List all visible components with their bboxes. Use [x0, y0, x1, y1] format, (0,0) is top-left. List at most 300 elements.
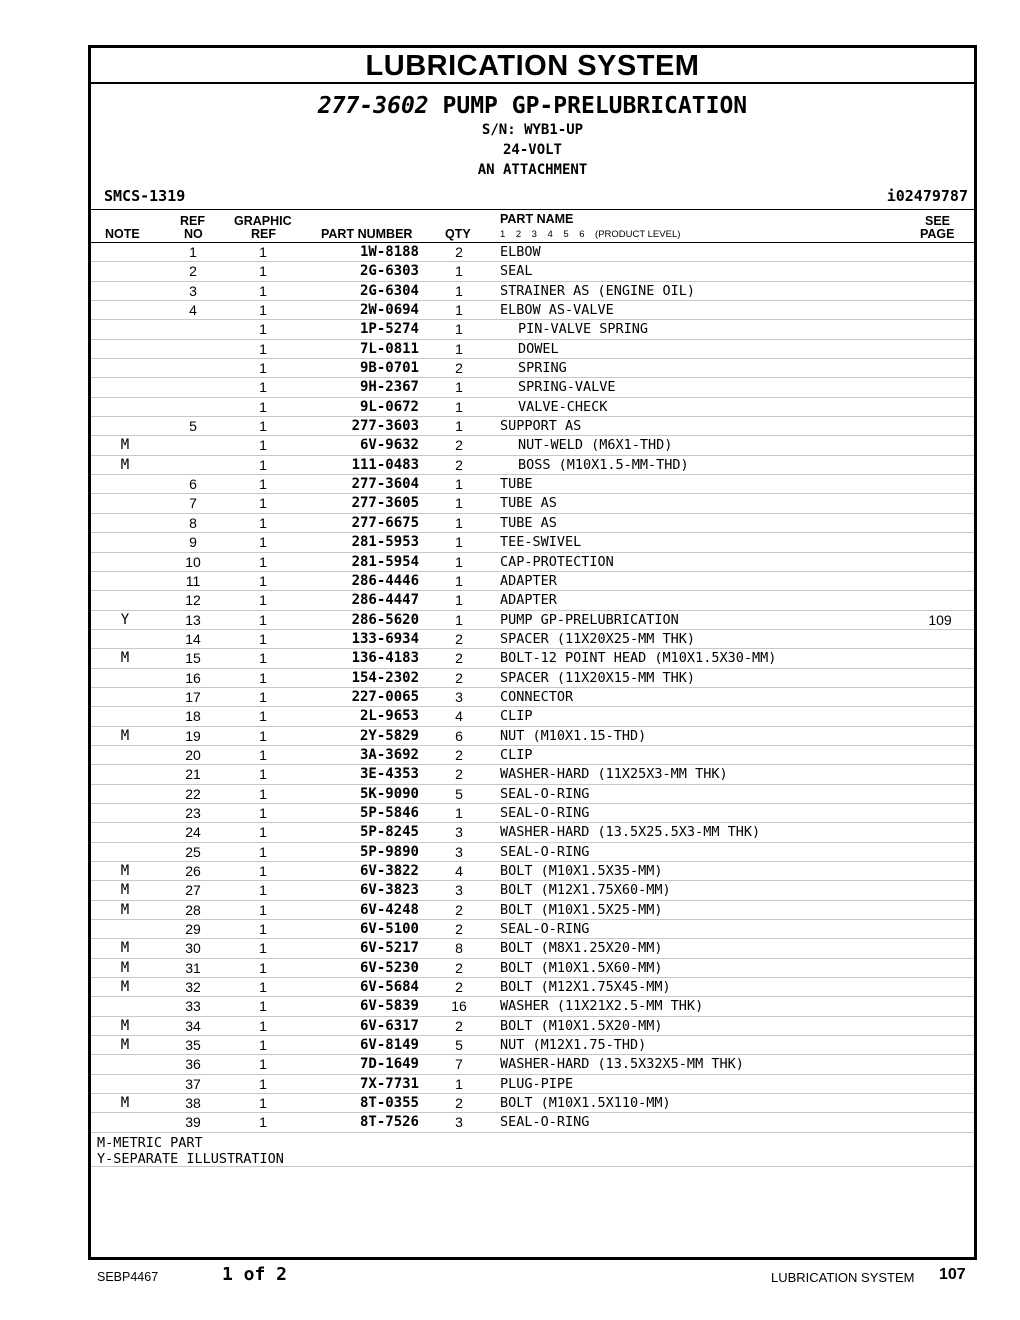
graphic-ref-cell: 1: [259, 630, 267, 647]
graphic-ref-cell: 1: [259, 282, 267, 299]
table-row: [91, 243, 974, 262]
note-cell: M: [120, 882, 130, 899]
graphic-ref-cell: 1: [259, 263, 267, 280]
note-cell: M: [120, 901, 130, 918]
table-row: [91, 301, 974, 320]
part-number-cell: 154-2302: [351, 669, 419, 686]
part-number-cell: 6V-5684: [359, 979, 419, 996]
part-name-cell: BOLT (M10X1.5X25-MM): [500, 901, 663, 918]
ref-number-cell: 25: [185, 843, 201, 860]
group-name: PUMP GP-PRELUBRICATION: [442, 93, 748, 119]
part-name-cell: PIN-VALVE SPRING: [518, 321, 649, 338]
part-number-cell: 7L-0811: [359, 340, 419, 357]
ref-number-cell: 38: [185, 1095, 201, 1112]
header-qty: QTY: [445, 227, 471, 241]
ref-number-cell: 11: [185, 572, 201, 589]
page-footer: [0, 1263, 1020, 1293]
part-name-cell: ADAPTER: [500, 572, 557, 589]
quantity-cell: 2: [455, 1095, 463, 1112]
part-number-cell: 6V-9632: [359, 437, 419, 454]
section-title: LUBRICATION SYSTEM: [91, 48, 974, 84]
part-name-cell: BOLT-12 POINT HEAD (M10X1.5X30-MM): [500, 650, 777, 667]
ref-number-cell: 39: [185, 1114, 201, 1131]
part-name-cell: TUBE AS: [500, 495, 557, 512]
header-ref-top: REF: [180, 214, 205, 228]
table-row: [91, 398, 974, 417]
part-number-cell: 3A-3692: [359, 746, 419, 763]
header-graphic-top: GRAPHIC: [234, 214, 292, 228]
graphic-ref-cell: 1: [259, 998, 267, 1015]
graphic-ref-cell: 1: [259, 650, 267, 667]
graphic-ref-cell: 1: [259, 437, 267, 454]
note-cell: M: [120, 940, 130, 957]
quantity-cell: 2: [455, 244, 463, 260]
quantity-cell: 2: [455, 630, 463, 647]
part-name-cell: BOLT (M8X1.25X20-MM): [500, 940, 663, 957]
ref-number-cell: 34: [185, 1017, 201, 1034]
graphic-ref-cell: 1: [259, 1075, 267, 1092]
table-row: [91, 1036, 974, 1055]
quantity-cell: 1: [455, 282, 463, 299]
note-cell: M: [120, 1037, 130, 1054]
quantity-cell: 1: [455, 476, 463, 493]
quantity-cell: 2: [455, 979, 463, 996]
quantity-cell: 7: [455, 1056, 463, 1073]
part-number-cell: 227-0065: [351, 688, 419, 705]
footer-page-number: 107: [939, 1266, 966, 1283]
note-cell: M: [120, 979, 130, 996]
table-row: [91, 456, 974, 475]
quantity-cell: 2: [455, 437, 463, 454]
part-name-cell: SPACER (11X20X15-MM THK): [500, 669, 696, 686]
part-name-cell: ELBOW: [500, 244, 541, 260]
graphic-ref-cell: 1: [259, 456, 267, 473]
part-name-cell: STRAINER AS (ENGINE OIL): [500, 282, 696, 299]
note-cell: M: [120, 863, 130, 879]
column-headers: [91, 210, 974, 243]
part-number-cell: 9H-2367: [359, 379, 419, 396]
see-page-cell: 109: [928, 611, 952, 628]
part-name-cell: BOLT (M10X1.5X110-MM): [500, 1095, 671, 1112]
part-name-cell: SPACER (11X20X25-MM THK): [500, 630, 696, 647]
table-row: [91, 823, 974, 842]
part-name-cell: NUT-WELD (M6X1-THD): [518, 437, 673, 454]
quantity-cell: 2: [455, 921, 463, 938]
graphic-ref-cell: 1: [259, 688, 267, 705]
quantity-cell: 1: [455, 263, 463, 280]
table-row: [91, 436, 974, 455]
note-cell: Y: [120, 611, 130, 628]
graphic-ref-cell: 1: [259, 360, 267, 377]
legend-metric: M-METRIC PART: [97, 1134, 203, 1151]
note-cell: M: [120, 1095, 130, 1112]
ref-number-cell: 14: [185, 630, 201, 647]
table-row: [91, 959, 974, 978]
part-name-cell: SEAL-O-RING: [500, 843, 590, 860]
part-number-cell: 6V-5217: [359, 940, 419, 957]
table-row: [91, 746, 974, 765]
part-name-cell: NUT (M12X1.75-THD): [500, 1037, 647, 1054]
graphic-ref-cell: 1: [259, 727, 267, 744]
table-row: [91, 727, 974, 746]
part-number-cell: 1P-5274: [359, 321, 419, 338]
part-name-cell: TUBE: [500, 476, 533, 493]
quantity-cell: 16: [451, 998, 467, 1015]
graphic-ref-cell: 1: [259, 1037, 267, 1054]
part-number-cell: 286-5620: [351, 611, 419, 628]
part-name-cell: WASHER-HARD (13.5X25.5X3-MM THK): [500, 824, 761, 841]
graphic-ref-cell: 1: [259, 611, 267, 628]
quantity-cell: 1: [455, 592, 463, 609]
ref-number-cell: 12: [185, 592, 201, 609]
table-row: [91, 475, 974, 494]
part-number-cell: 286-4447: [351, 592, 419, 609]
part-name-cell: WASHER (11X21X2.5-MM THK): [500, 998, 704, 1015]
ref-number-cell: 4: [189, 302, 197, 319]
table-row: [91, 920, 974, 939]
part-number-cell: 136-4183: [351, 650, 419, 667]
graphic-ref-cell: 1: [259, 901, 267, 918]
graphic-ref-cell: 1: [259, 766, 267, 783]
table-row: [91, 862, 974, 881]
ref-number-cell: 29: [185, 921, 201, 938]
table-row: [91, 901, 974, 920]
table-row: [91, 1017, 974, 1036]
part-number-cell: 6V-3822: [359, 863, 419, 879]
graphic-ref-cell: 1: [259, 418, 267, 435]
parts-table: [91, 243, 974, 1133]
table-row: [91, 494, 974, 513]
part-number-cell: 277-3605: [351, 495, 419, 512]
ref-number-cell: 15: [185, 650, 201, 667]
graphic-ref-cell: 1: [259, 882, 267, 899]
ref-number-cell: 24: [185, 824, 201, 841]
graphic-ref-cell: 1: [259, 669, 267, 686]
note-cell: M: [120, 959, 130, 976]
id-row: [91, 187, 974, 210]
ref-number-cell: 33: [185, 998, 201, 1015]
table-row: [91, 553, 974, 572]
ref-number-cell: 18: [185, 708, 201, 725]
part-number-cell: 6V-4248: [359, 901, 419, 918]
graphic-ref-cell: 1: [259, 398, 267, 415]
ref-number-cell: 35: [185, 1037, 201, 1054]
quantity-cell: 1: [455, 302, 463, 319]
group-title: [91, 94, 974, 118]
part-number-cell: 277-6675: [351, 514, 419, 531]
part-name-cell: SPRING-VALVE: [518, 379, 616, 396]
table-row: [91, 669, 974, 688]
quantity-cell: 1: [455, 418, 463, 435]
quantity-cell: 1: [455, 321, 463, 338]
part-number-cell: 6V-5100: [359, 921, 419, 938]
quantity-cell: 1: [455, 553, 463, 570]
part-number-cell: 6V-5230: [359, 959, 419, 976]
table-row: [91, 572, 974, 591]
voltage: 24-VOLT: [502, 142, 562, 158]
table-row: [91, 320, 974, 339]
ref-number-cell: 17: [185, 688, 201, 705]
part-number-cell: 111-0483: [351, 456, 419, 473]
ref-number-cell: 21: [185, 766, 201, 783]
ref-number-cell: 30: [185, 940, 201, 957]
part-name-cell: DOWEL: [518, 340, 559, 357]
quantity-cell: 1: [455, 1075, 463, 1092]
illustration-id: i02479787: [886, 187, 968, 205]
table-row: [91, 533, 974, 552]
part-name-cell: SUPPORT AS: [500, 418, 582, 435]
quantity-cell: 1: [455, 379, 463, 396]
part-name-cell: NUT (M10X1.15-THD): [500, 727, 647, 744]
ref-number-cell: 7: [189, 495, 197, 512]
part-number-cell: 2G-6303: [359, 263, 419, 280]
table-row: [91, 1094, 974, 1113]
ref-number-cell: 1: [189, 244, 197, 260]
part-number-cell: 6V-3823: [359, 882, 419, 899]
part-name-cell: CLIP: [500, 708, 533, 725]
quantity-cell: 8: [455, 940, 463, 957]
part-number-cell: 7D-1649: [359, 1056, 419, 1073]
graphic-ref-cell: 1: [259, 379, 267, 396]
ref-number-cell: 31: [185, 959, 201, 976]
footer-section: LUBRICATION SYSTEM: [771, 1270, 915, 1285]
part-number-cell: 277-3603: [351, 418, 419, 435]
header-ref-bottom: NO: [184, 227, 203, 241]
part-number-cell: 8T-7526: [359, 1114, 419, 1131]
quantity-cell: 2: [455, 746, 463, 763]
part-name-cell: WASHER-HARD (11X25X3-MM THK): [500, 766, 728, 783]
graphic-ref-cell: 1: [259, 1056, 267, 1073]
graphic-ref-cell: 1: [259, 244, 267, 260]
note-cell: M: [120, 1017, 130, 1034]
part-number-cell: 2Y-5829: [359, 727, 419, 744]
part-name-cell: ADAPTER: [500, 592, 557, 609]
part-number-cell: 6V-6317: [359, 1017, 419, 1034]
part-name-cell: BOLT (M12X1.75X45-MM): [500, 979, 671, 996]
graphic-ref-cell: 1: [259, 321, 267, 338]
part-number-cell: 9L-0672: [359, 398, 419, 415]
part-number-cell: 2W-0694: [359, 302, 419, 319]
part-number-cell: 286-4446: [351, 572, 419, 589]
table-row: [91, 1055, 974, 1074]
table-row: [91, 262, 974, 281]
header-see-bottom: PAGE: [920, 227, 955, 241]
quantity-cell: 2: [455, 650, 463, 667]
part-number-cell: 6V-5839: [359, 998, 419, 1015]
footer-page-of: 1 of 2: [222, 1264, 288, 1285]
graphic-ref-cell: 1: [259, 785, 267, 802]
table-row: [91, 804, 974, 823]
table-row: [91, 707, 974, 726]
graphic-ref-cell: 1: [259, 804, 267, 821]
part-number-cell: 5K-9090: [359, 785, 419, 802]
quantity-cell: 2: [455, 901, 463, 918]
ref-number-cell: 37: [185, 1075, 201, 1092]
note-cell: M: [120, 437, 130, 454]
part-name-cell: BOSS (M10X1.5-MM-THD): [518, 456, 689, 473]
quantity-cell: 6: [455, 727, 463, 744]
part-name-cell: BOLT (M10X1.5X20-MM): [500, 1017, 663, 1034]
serial-number: S/N: WYB1-UP: [481, 122, 584, 138]
graphic-ref-cell: 1: [259, 514, 267, 531]
part-number-cell: 2L-9653: [359, 708, 419, 725]
ref-number-cell: 2: [189, 263, 197, 280]
part-name-cell: CONNECTOR: [500, 688, 574, 705]
quantity-cell: 2: [455, 766, 463, 783]
ref-number-cell: 8: [189, 514, 197, 531]
ref-number-cell: 16: [185, 669, 201, 686]
table-row: [91, 939, 974, 958]
ref-number-cell: 3: [189, 282, 197, 299]
table-row: [91, 881, 974, 900]
part-number-cell: 281-5953: [351, 534, 419, 551]
ref-number-cell: 10: [185, 553, 201, 570]
part-number-cell: 1W-8188: [359, 244, 419, 260]
note-cell: M: [120, 650, 130, 667]
part-name-cell: SEAL: [500, 263, 533, 280]
table-row: [91, 359, 974, 378]
footer-doc-number: SEBP4467: [97, 1270, 159, 1284]
graphic-ref-cell: 1: [259, 921, 267, 938]
graphic-ref-cell: 1: [259, 302, 267, 319]
graphic-ref-cell: 1: [259, 959, 267, 976]
table-row: [91, 591, 974, 610]
quantity-cell: 2: [455, 669, 463, 686]
quantity-cell: 4: [455, 863, 463, 879]
ref-number-cell: 20: [185, 746, 201, 763]
table-row: [91, 843, 974, 862]
part-number-cell: 281-5954: [351, 553, 419, 570]
table-row: [91, 997, 974, 1016]
ref-number-cell: 26: [185, 863, 201, 879]
table-row: [91, 417, 974, 436]
quantity-cell: 1: [455, 534, 463, 551]
table-row: [91, 340, 974, 359]
graphic-ref-cell: 1: [259, 940, 267, 957]
quantity-cell: 3: [455, 1114, 463, 1131]
quantity-cell: 3: [455, 843, 463, 860]
part-number-cell: 133-6934: [351, 630, 419, 647]
quantity-cell: 2: [455, 959, 463, 976]
header-part-name: PART NAME: [500, 212, 574, 226]
part-name-cell: PUMP GP-PRELUBRICATION: [500, 611, 679, 628]
table-row: [91, 649, 974, 668]
quantity-cell: 1: [455, 340, 463, 357]
part-name-cell: SEAL-O-RING: [500, 921, 590, 938]
table-row: [91, 378, 974, 397]
part-name-cell: VALVE-CHECK: [518, 398, 608, 415]
table-row: [91, 611, 974, 630]
table-row: [91, 785, 974, 804]
quantity-cell: 5: [455, 785, 463, 802]
part-number-cell: 8T-0355: [359, 1095, 419, 1112]
graphic-ref-cell: 1: [259, 824, 267, 841]
part-name-cell: ELBOW AS-VALVE: [500, 302, 614, 319]
ref-number-cell: 5: [189, 418, 197, 435]
part-name-cell: BOLT (M12X1.75X60-MM): [500, 882, 671, 899]
quantity-cell: 1: [455, 495, 463, 512]
table-row: [91, 514, 974, 533]
table-row: [91, 282, 974, 301]
ref-number-cell: 19: [185, 727, 201, 744]
ref-number-cell: 28: [185, 901, 201, 918]
part-name-cell: BOLT (M10X1.5X35-MM): [500, 863, 663, 879]
quantity-cell: 2: [455, 456, 463, 473]
part-number-cell: 6V-8149: [359, 1037, 419, 1054]
quantity-cell: 1: [455, 514, 463, 531]
ref-number-cell: 23: [185, 804, 201, 821]
ref-number-cell: 6: [189, 476, 197, 493]
part-name-cell: WASHER-HARD (13.5X32X5-MM THK): [500, 1056, 744, 1073]
part-name-cell: SEAL-O-RING: [500, 785, 590, 802]
part-number-cell: 5P-8245: [359, 824, 419, 841]
quantity-cell: 5: [455, 1037, 463, 1054]
graphic-ref-cell: 1: [259, 979, 267, 996]
ref-number-cell: 32: [185, 979, 201, 996]
graphic-ref-cell: 1: [259, 340, 267, 357]
part-name-cell: SPRING: [518, 360, 567, 377]
table-row: [91, 688, 974, 707]
part-number-cell: 277-3604: [351, 476, 419, 493]
table-row: [91, 978, 974, 997]
header-product-level: 1 2 3 4 5 6 (PRODUCT LEVEL): [500, 229, 681, 240]
part-name-cell: PLUG-PIPE: [500, 1075, 574, 1092]
graphic-ref-cell: 1: [259, 572, 267, 589]
ref-number-cell: 22: [185, 785, 201, 802]
note-cell: M: [120, 456, 130, 473]
part-name-cell: TEE-SWIVEL: [500, 534, 582, 551]
part-name-cell: SEAL-O-RING: [500, 1114, 590, 1131]
part-number-cell: 2G-6304: [359, 282, 419, 299]
graphic-ref-cell: 1: [259, 843, 267, 860]
graphic-ref-cell: 1: [259, 553, 267, 570]
table-row: [91, 1075, 974, 1094]
ref-number-cell: 27: [185, 882, 201, 899]
group-number: 277-3602: [317, 93, 429, 119]
ref-number-cell: 9: [189, 534, 197, 551]
table-row: [91, 630, 974, 649]
quantity-cell: 1: [455, 572, 463, 589]
graphic-ref-cell: 1: [259, 1114, 267, 1131]
graphic-ref-cell: 1: [259, 708, 267, 725]
part-number-cell: 5P-5846: [359, 804, 419, 821]
table-row: [91, 1113, 974, 1132]
quantity-cell: 1: [455, 804, 463, 821]
part-number-cell: 3E-4353: [359, 766, 419, 783]
attachment-type: AN ATTACHMENT: [477, 162, 588, 178]
graphic-ref-cell: 1: [259, 534, 267, 551]
quantity-cell: 3: [455, 882, 463, 899]
graphic-ref-cell: 1: [259, 495, 267, 512]
quantity-cell: 4: [455, 708, 463, 725]
header-graphic-bottom: REF: [251, 227, 276, 241]
part-number-cell: 5P-9890: [359, 843, 419, 860]
graphic-ref-cell: 1: [259, 476, 267, 493]
graphic-ref-cell: 1: [259, 592, 267, 609]
graphic-ref-cell: 1: [259, 746, 267, 763]
header-see-top: SEE: [925, 214, 951, 228]
graphic-ref-cell: 1: [259, 863, 267, 879]
legend: [91, 1133, 974, 1167]
note-cell: M: [120, 727, 130, 744]
quantity-cell: 2: [455, 360, 463, 377]
header-note: NOTE: [105, 227, 140, 241]
graphic-ref-cell: 1: [259, 1017, 267, 1034]
header-part-number: PART NUMBER: [321, 227, 413, 241]
part-name-cell: TUBE AS: [500, 514, 557, 531]
quantity-cell: 1: [455, 611, 463, 628]
part-name-cell: BOLT (M10X1.5X60-MM): [500, 959, 663, 976]
